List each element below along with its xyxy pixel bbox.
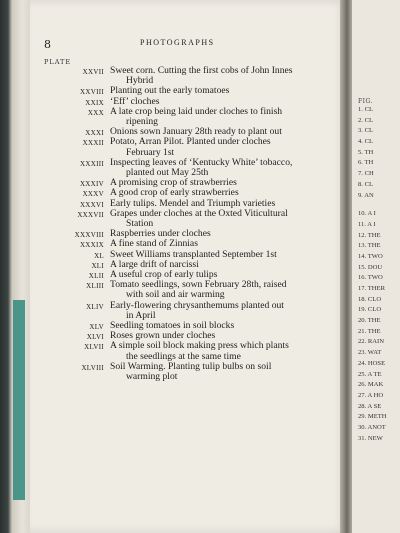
right-page-heading: FIG. (358, 98, 374, 105)
plate-number: XLVII (84, 343, 104, 352)
figure-item: 14. TWO (358, 252, 383, 260)
figure-item: 18. CLO (358, 295, 382, 303)
caption-line: Planting out the early tomatoes (110, 85, 230, 97)
plate-entry (46, 86, 336, 96)
figure-item: 8. CL (358, 180, 374, 188)
caption-line: A fine stand of Zinnias (110, 238, 198, 250)
plate-entry (46, 137, 336, 157)
plate-entry (46, 66, 336, 86)
caption-line: February 1st (126, 146, 175, 158)
caption-line: Early tulips. Mendel and Triumph varieties (110, 197, 276, 209)
figure-item: 2. CL (358, 116, 374, 124)
plate-list (46, 66, 336, 382)
caption-line: Raspberries under cloches (110, 228, 211, 240)
plate-number: XL (94, 251, 104, 260)
plate-number: XXXVII (77, 210, 104, 219)
caption-line: A late crop being laid under cloches to finish (110, 105, 283, 117)
figure-item: 5. TH (358, 148, 374, 156)
figure-item: 17. THER (358, 285, 385, 292)
caption-line: Hybrid (126, 75, 154, 87)
plate-number: XLVI (86, 333, 104, 342)
figure-item: 12. THE (358, 231, 381, 239)
plate-number: XLVIII (81, 363, 104, 372)
right-page (352, 0, 400, 533)
caption-line: Tomato seedlings, sown February 28th, raised (110, 279, 287, 291)
figure-item: 25. A TE (358, 370, 382, 378)
caption-line: Soil Warming. Planting tulip bulbs on soil (110, 360, 272, 372)
caption-line: the seedlings at the same time (126, 350, 241, 362)
caption-line: Seedling tomatoes in soil blocks (110, 320, 235, 332)
figure-item: 27. A HO (358, 391, 384, 399)
plate-number: XXIX (85, 98, 104, 107)
figure-item: 22. RAIN (358, 338, 385, 346)
caption-line: Onions sown January 28th ready to plant out (110, 126, 282, 138)
plate-caption (110, 107, 336, 127)
figure-item: 26. MAK (358, 381, 384, 389)
figure-list (358, 106, 387, 445)
caption-line: A simple soil block making press which plants (110, 340, 289, 352)
caption-line: A good crop of early strawberries (110, 187, 239, 199)
caption-line: A useful crop of early tulips (110, 269, 218, 281)
plate-entry (46, 362, 336, 382)
caption-line: ripening (126, 116, 158, 128)
caption-line: Sweet Williams transplanted September 1st (110, 248, 277, 260)
figure-item: 7. CH (358, 170, 374, 178)
plate-entry (46, 107, 336, 127)
figure-item: 9. AN (358, 191, 374, 199)
plate-caption (110, 301, 336, 321)
plate-number: XLIV (86, 302, 104, 311)
caption-line: in April (126, 309, 156, 321)
caption-line: Sweet corn. Cutting the first cobs of John Innes (110, 65, 293, 76)
figure-item: 15. DOU (358, 263, 383, 271)
plate-number: XXXIX (79, 241, 104, 250)
plate-number: XXX (87, 108, 104, 117)
figure-item: 3. CL (358, 127, 374, 135)
caption-line: ‘Eff’ cloches (110, 95, 160, 107)
figure-item: 20. THE (358, 317, 381, 325)
figure-item: 16. TWO (358, 274, 383, 282)
figure-item: 31. NEW (358, 434, 383, 442)
plate-entry (46, 341, 336, 361)
figure-item: 23. WAT (358, 349, 382, 357)
plate-number: XLV (89, 323, 104, 332)
figure-item: 30. ANOT (358, 423, 386, 431)
plate-number: XXXI (85, 129, 104, 138)
caption-line: with soil and air warming (126, 289, 225, 301)
figure-item: 19. CLO (358, 306, 382, 314)
plate-number: XLI (91, 261, 104, 270)
plate-caption (110, 280, 336, 300)
figure-item: 11. A I (358, 220, 376, 228)
plate-entry (46, 209, 336, 229)
plate-number: XXXVIII (74, 231, 104, 240)
plate-number: XXXVI (79, 200, 104, 209)
figure-item: 6. TH (358, 159, 374, 167)
plate-caption (110, 66, 336, 86)
page-number: 8 (44, 38, 51, 51)
plate-number: XXXV (82, 190, 104, 199)
caption-line: Early-flowering chrysanthemums planted out (110, 299, 284, 311)
figure-item: 1. CL (358, 106, 374, 113)
plate-entry (46, 280, 336, 300)
plate-number: XXVIII (80, 88, 104, 97)
caption-line: A large drift of narcissi (110, 258, 199, 270)
caption-line: Potato, Arran Pilot. Planted under cloches (110, 136, 271, 148)
plate-caption (110, 158, 336, 178)
plate-number: XXXIV (79, 180, 104, 189)
figure-item: 29. METH (358, 413, 387, 421)
caption-line: planted out May 25th (126, 167, 209, 179)
figure-item: 21. THE (358, 327, 381, 335)
caption-line: warming plot (126, 371, 178, 383)
plate-number: XXXIII (80, 159, 104, 168)
plate-caption (110, 137, 336, 157)
caption-line: Station (126, 218, 154, 230)
plate-number: XXVII (82, 68, 104, 76)
caption-line: A promising crop of strawberries (110, 177, 237, 189)
plate-heading: PLATE (44, 58, 72, 66)
figure-item: 13. THE (358, 242, 381, 250)
plate-number: XLII (88, 272, 104, 281)
figure-item: 10. A I (358, 210, 376, 218)
caption-line: Inspecting leaves of ‘Kentucky White’ tobacco, (110, 156, 293, 168)
plate-entry (46, 158, 336, 178)
plate-number: XLIII (86, 282, 104, 291)
plate-caption (110, 341, 336, 361)
plate-caption (110, 209, 336, 229)
plate-number: XXXII (82, 139, 104, 148)
book-cover-edge (13, 300, 25, 500)
plate-caption (110, 362, 336, 382)
figure-item: 28. A SE (358, 402, 382, 410)
figure-item: 4. CL (358, 138, 374, 146)
plate-entry (46, 301, 336, 321)
caption-line: Roses grown under cloches (110, 330, 216, 342)
running-head: PHOTOGRAPHS (140, 38, 215, 47)
figure-item: 24. HOSE (358, 359, 386, 367)
caption-line: Grapes under cloches at the Oxted Viticultural (110, 207, 288, 219)
